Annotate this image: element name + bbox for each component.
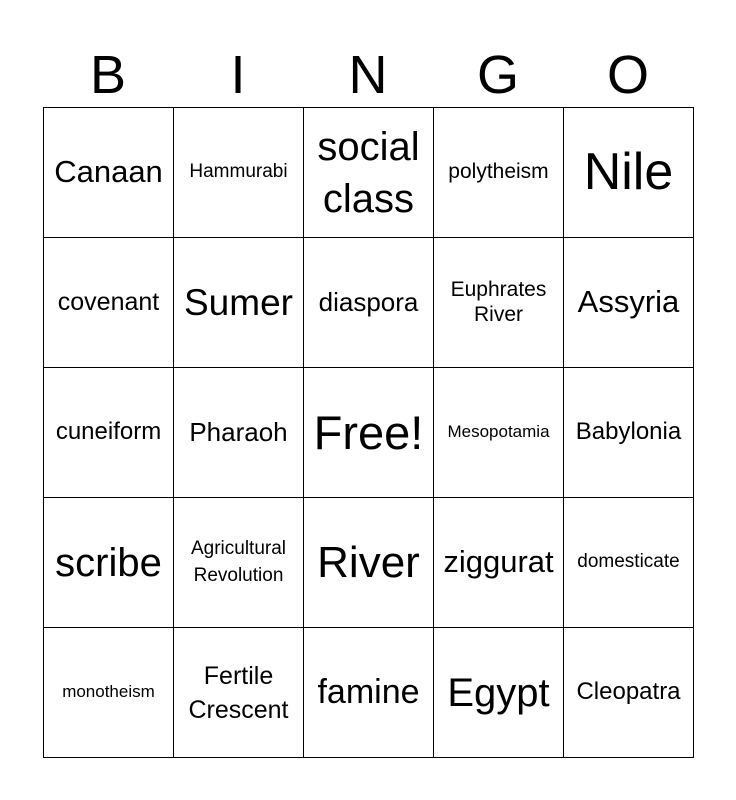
cell-label: ziggurat: [443, 544, 554, 580]
cell-label: Assyria: [577, 284, 680, 320]
bingo-cell[interactable]: [564, 238, 694, 368]
free-space-cell[interactable]: [304, 368, 434, 498]
cell-label: Agricultural Revolution: [190, 537, 287, 586]
header-letter-b: B: [89, 45, 127, 105]
cell-label: Pharaoh: [189, 417, 288, 448]
header-letter-o: O: [606, 45, 649, 105]
cell-label: Fertile Crescent: [188, 661, 289, 724]
bingo-cell[interactable]: [564, 108, 694, 238]
cell-label: Euphrates River: [450, 277, 547, 326]
header-letter-n: N: [348, 45, 388, 105]
cell-label: famine: [317, 673, 420, 712]
cell-label: scribe: [55, 540, 162, 585]
bingo-cell[interactable]: [434, 368, 564, 498]
cell-label: social class: [317, 124, 420, 221]
bingo-cell[interactable]: [174, 108, 304, 238]
bingo-cell[interactable]: [564, 498, 694, 628]
bingo-cell[interactable]: [174, 628, 304, 758]
bingo-cell[interactable]: [564, 628, 694, 758]
bingo-cell[interactable]: [44, 498, 174, 628]
bingo-cell[interactable]: [44, 108, 174, 238]
bingo-cell[interactable]: [44, 628, 174, 758]
cell-label: Canaan: [54, 154, 163, 190]
cell-label: diaspora: [318, 287, 419, 318]
cell-label: polytheism: [448, 160, 549, 184]
header-letter-i: I: [230, 45, 246, 105]
bingo-cell[interactable]: [174, 498, 304, 628]
bingo-cell[interactable]: [304, 628, 434, 758]
cell-label: Mesopotamia: [447, 422, 550, 442]
bingo-cell[interactable]: [174, 368, 304, 498]
bingo-board: [43, 107, 694, 758]
bingo-cell[interactable]: [434, 628, 564, 758]
cell-label: Nile: [583, 142, 674, 201]
bingo-header: [43, 42, 693, 108]
bingo-cell[interactable]: [44, 368, 174, 498]
cell-label: Babylonia: [575, 418, 682, 446]
free-space-label: Free!: [313, 405, 424, 459]
cell-label: Hammurabi: [189, 161, 288, 183]
bingo-cell[interactable]: [434, 498, 564, 628]
bingo-cell[interactable]: [434, 238, 564, 368]
bingo-cell[interactable]: [174, 238, 304, 368]
cell-label: Cleopatra: [576, 678, 681, 706]
bingo-cell[interactable]: [304, 238, 434, 368]
cell-label: River: [317, 537, 420, 587]
bingo-cell[interactable]: [304, 108, 434, 238]
cell-label: domesticate: [577, 551, 680, 573]
cell-label: covenant: [57, 287, 160, 316]
cell-label: cuneiform: [55, 418, 162, 446]
bingo-cell[interactable]: [564, 368, 694, 498]
bingo-cell[interactable]: [44, 238, 174, 368]
cell-label: Egypt: [447, 670, 550, 715]
cell-label: monotheism: [62, 682, 155, 702]
bingo-cell[interactable]: [304, 498, 434, 628]
bingo-cell[interactable]: [434, 108, 564, 238]
cell-label: Sumer: [184, 281, 293, 323]
header-letter-g: G: [476, 45, 519, 105]
